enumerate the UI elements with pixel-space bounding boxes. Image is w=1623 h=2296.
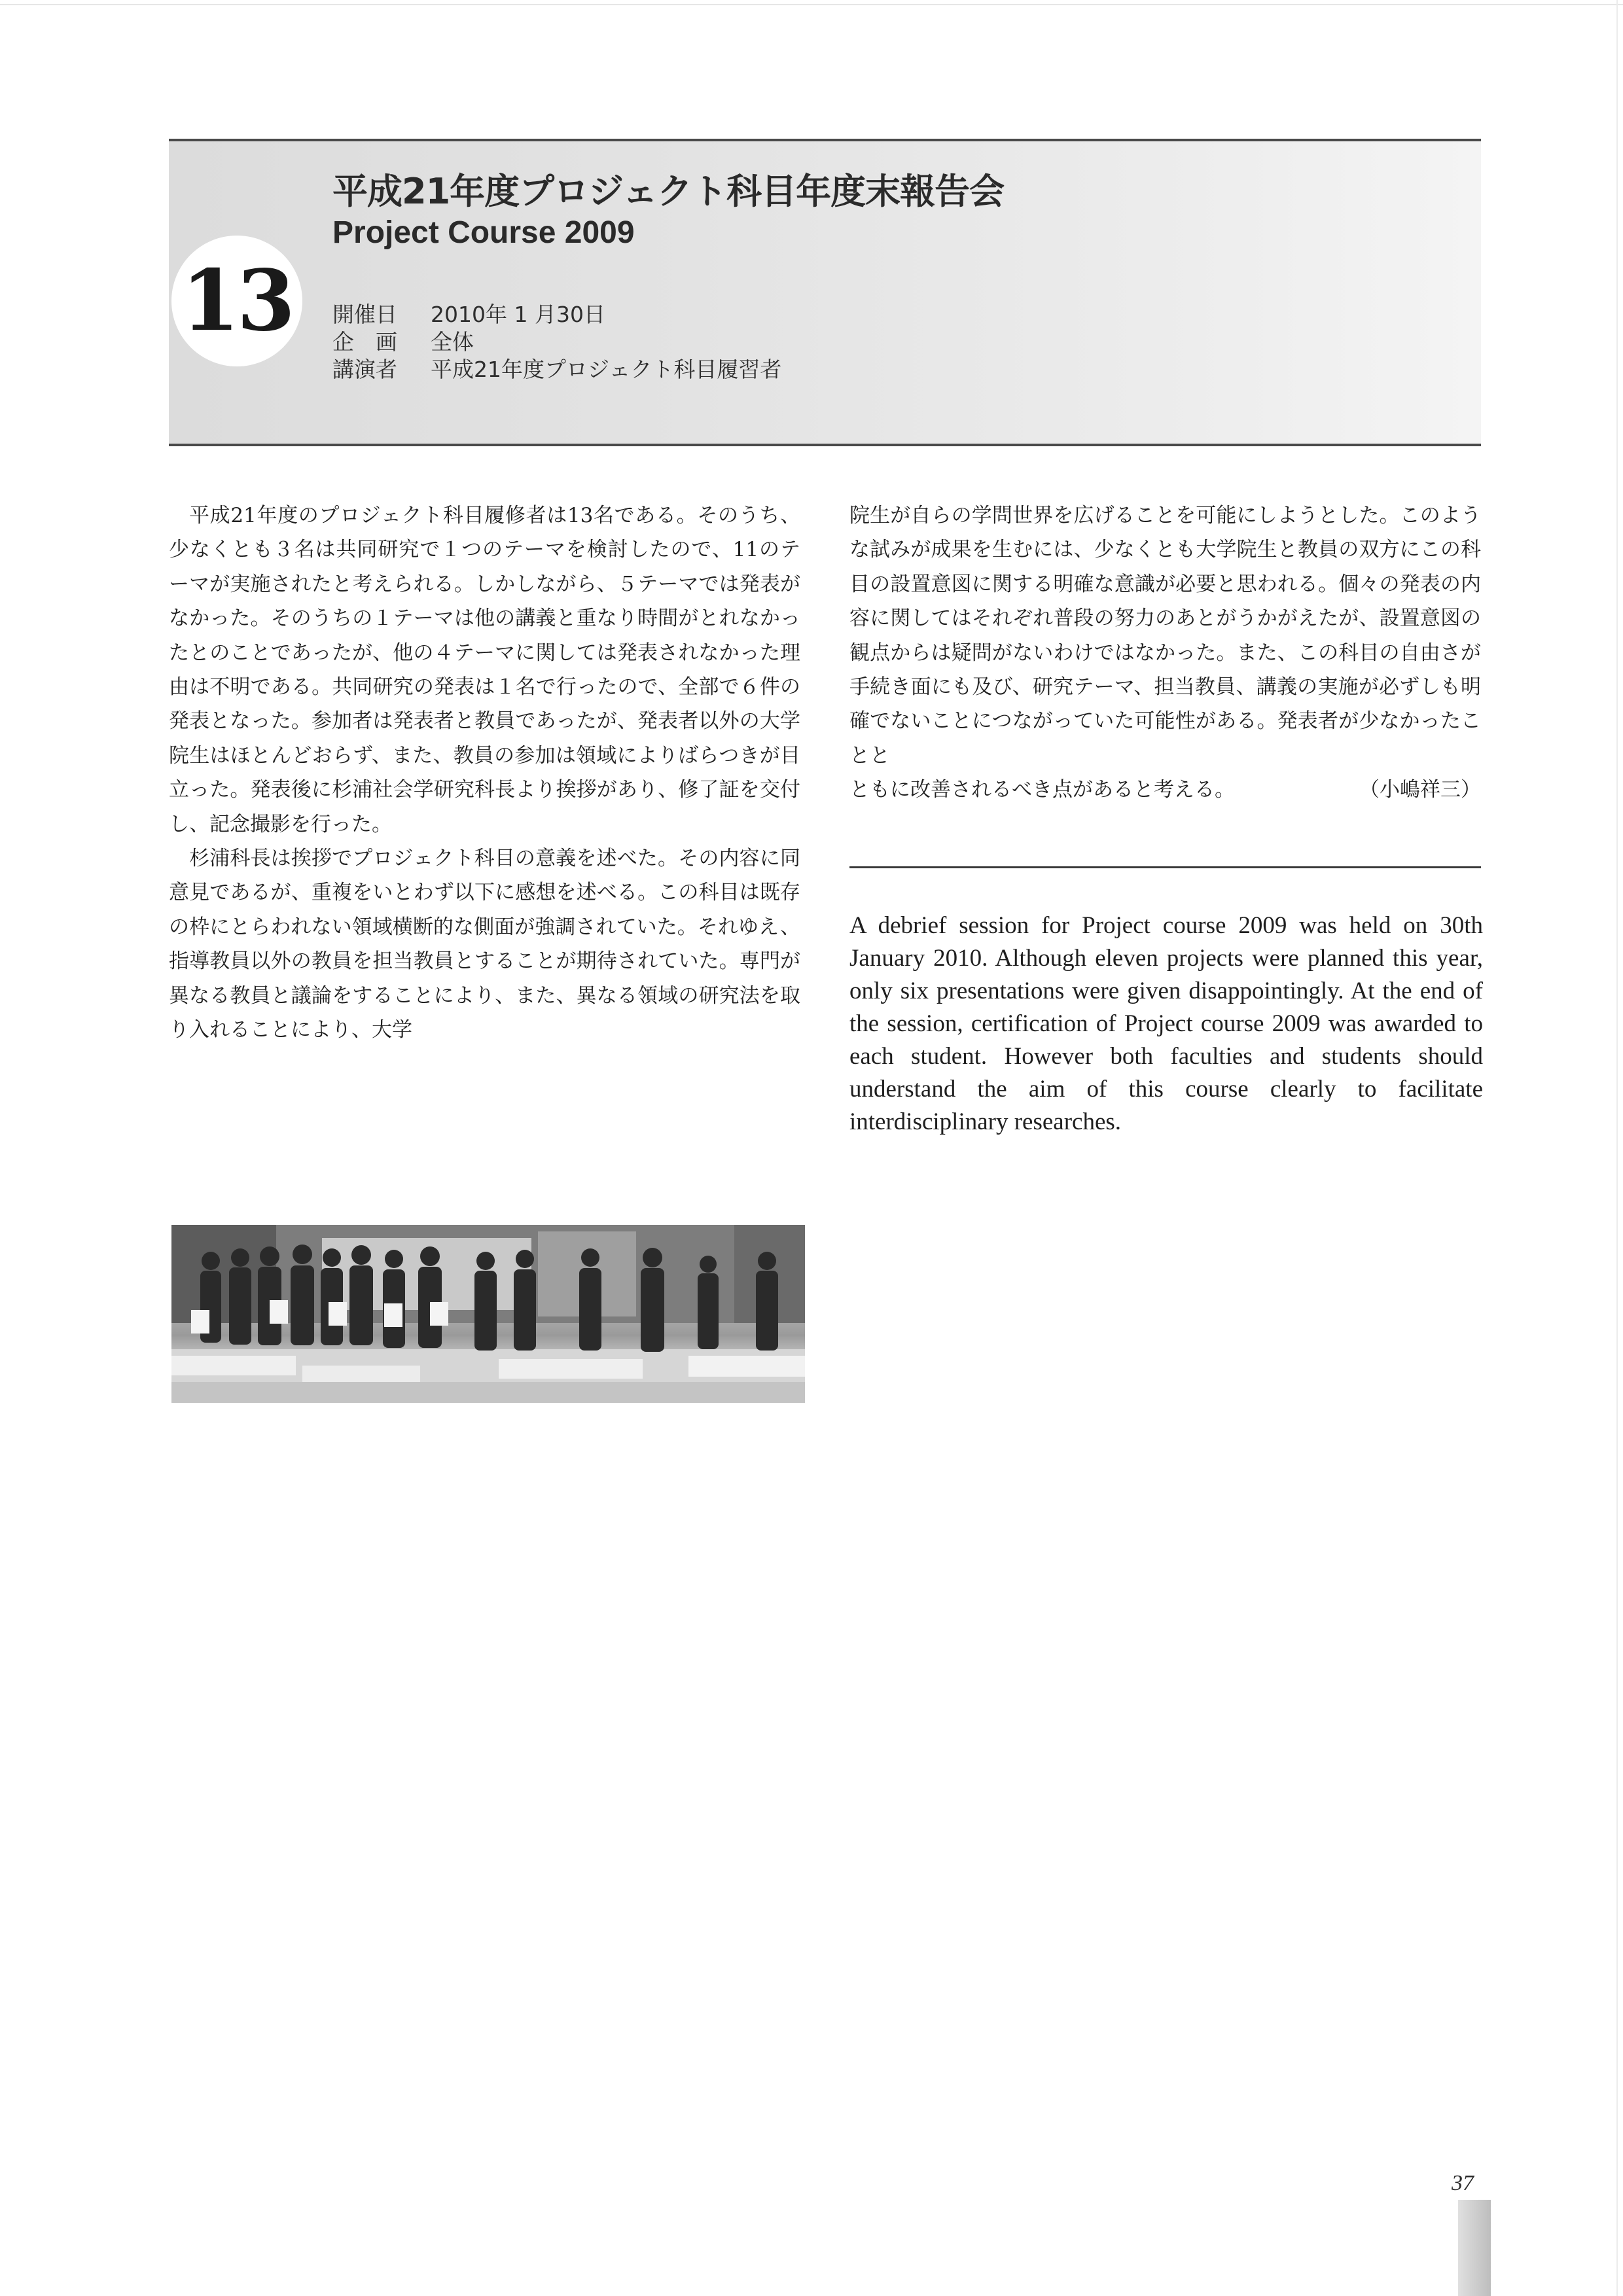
page-edge-tab xyxy=(1458,2200,1491,2296)
signature-line xyxy=(849,773,1481,807)
english-abstract: A debrief session for Project course 2009 was held on 30th January 2010. Although eleven projects were planned this year, only six presentations were given disappointingly. At the end of the session, certification of Project course 2009 was awarded to each student. However both faculties and students should understand the aim of this course clearly to facilitate interdisciplinary researches. xyxy=(849,912,1483,1135)
meta-value: 平成21年度プロジェクト科目履習者 xyxy=(431,357,782,382)
chapter-badge xyxy=(171,236,302,366)
meta-value: 全体 xyxy=(431,329,474,355)
author-signature: （小嶋祥三） xyxy=(1359,778,1481,802)
meta-row-speakers xyxy=(332,356,781,383)
meta-row-date xyxy=(332,301,781,328)
title-japanese: 平成21年度プロジェクト科目年度末報告会 xyxy=(332,171,1005,212)
section-divider xyxy=(849,866,1481,868)
meta-row-planning xyxy=(332,328,781,356)
chapter-number: 13 xyxy=(181,252,293,350)
scan-edge xyxy=(0,4,1623,5)
scan-edge xyxy=(1616,0,1618,2296)
meta-label: 開催日 xyxy=(332,302,397,327)
group-photo xyxy=(171,1225,805,1403)
body-paragraph: 平成21年度のプロジェクト科目履修者は13名である。そのうち、少なくとも３名は共同研究で１つのテーマを検討したので、11のテーマが実施されたと考えられる。しかしながら、５テーマでは発表がなかった。そのうちの１テーマは他の講義と重なり時間がとれなかったとのことであったが、他の４テーマに関しては発表されなかった理由は不明である。共同研究の発表は１名で行ったので、全部で６件の発表となった。参加者は発表者と教員であったが、発表者以外の大学院生はほとんどおらず、また、教員の参加は領域によりばらつきが目立った。発表後に杉浦社会学研究科長より挨拶があり、修了証を交付し、記念撮影を行った。 xyxy=(169,504,800,836)
body-column-right xyxy=(849,499,1481,807)
body-column-left xyxy=(169,499,800,1048)
meta-label: 企 画 xyxy=(332,329,397,355)
title-english: Project Course 2009 xyxy=(332,215,635,250)
meta-value: 2010年 1 月30日 xyxy=(431,302,605,327)
body-paragraph-tail: ともに改善されるべき点があると考える。 xyxy=(849,778,1235,802)
event-meta xyxy=(332,301,781,383)
group-photo-image xyxy=(171,1225,805,1403)
body-paragraph: 杉浦科長は挨拶でプロジェクト科目の意義を述べた。その内容に同意見であるが、重複をいとわず以下に感想を述べる。この科目は既存の枠にとらわれない領域横断的な側面が強調されていた。それゆえ、指導教員以外の教員を担当教員とすることが期待されていた。専門が異なる教員と議論をすることにより、また、異なる領域の研究法を取り入れることにより、大学 xyxy=(169,847,800,1042)
page-number: 37 xyxy=(1452,2171,1474,2195)
meta-label: 講演者 xyxy=(332,357,397,382)
body-paragraph-continued: 院生が自らの学問世界を広げることを可能にしようとした。このような試みが成果を生むには、少なくとも大学院生と教員の双方にこの科目の設置意図に関する明確な意識が必要と思われる。個々の発表の内容に関してはそれぞれ普段の努力のあとがうかがえたが、設置意図の観点からは疑問がないわけではなかった。また、この科目の自由さが手続き面にも及び、研究テーマ、担当教員、講義の実施が必ずしも明確でないことにつながっていた可能性がある。発表者が少なかったことと xyxy=(849,504,1481,768)
